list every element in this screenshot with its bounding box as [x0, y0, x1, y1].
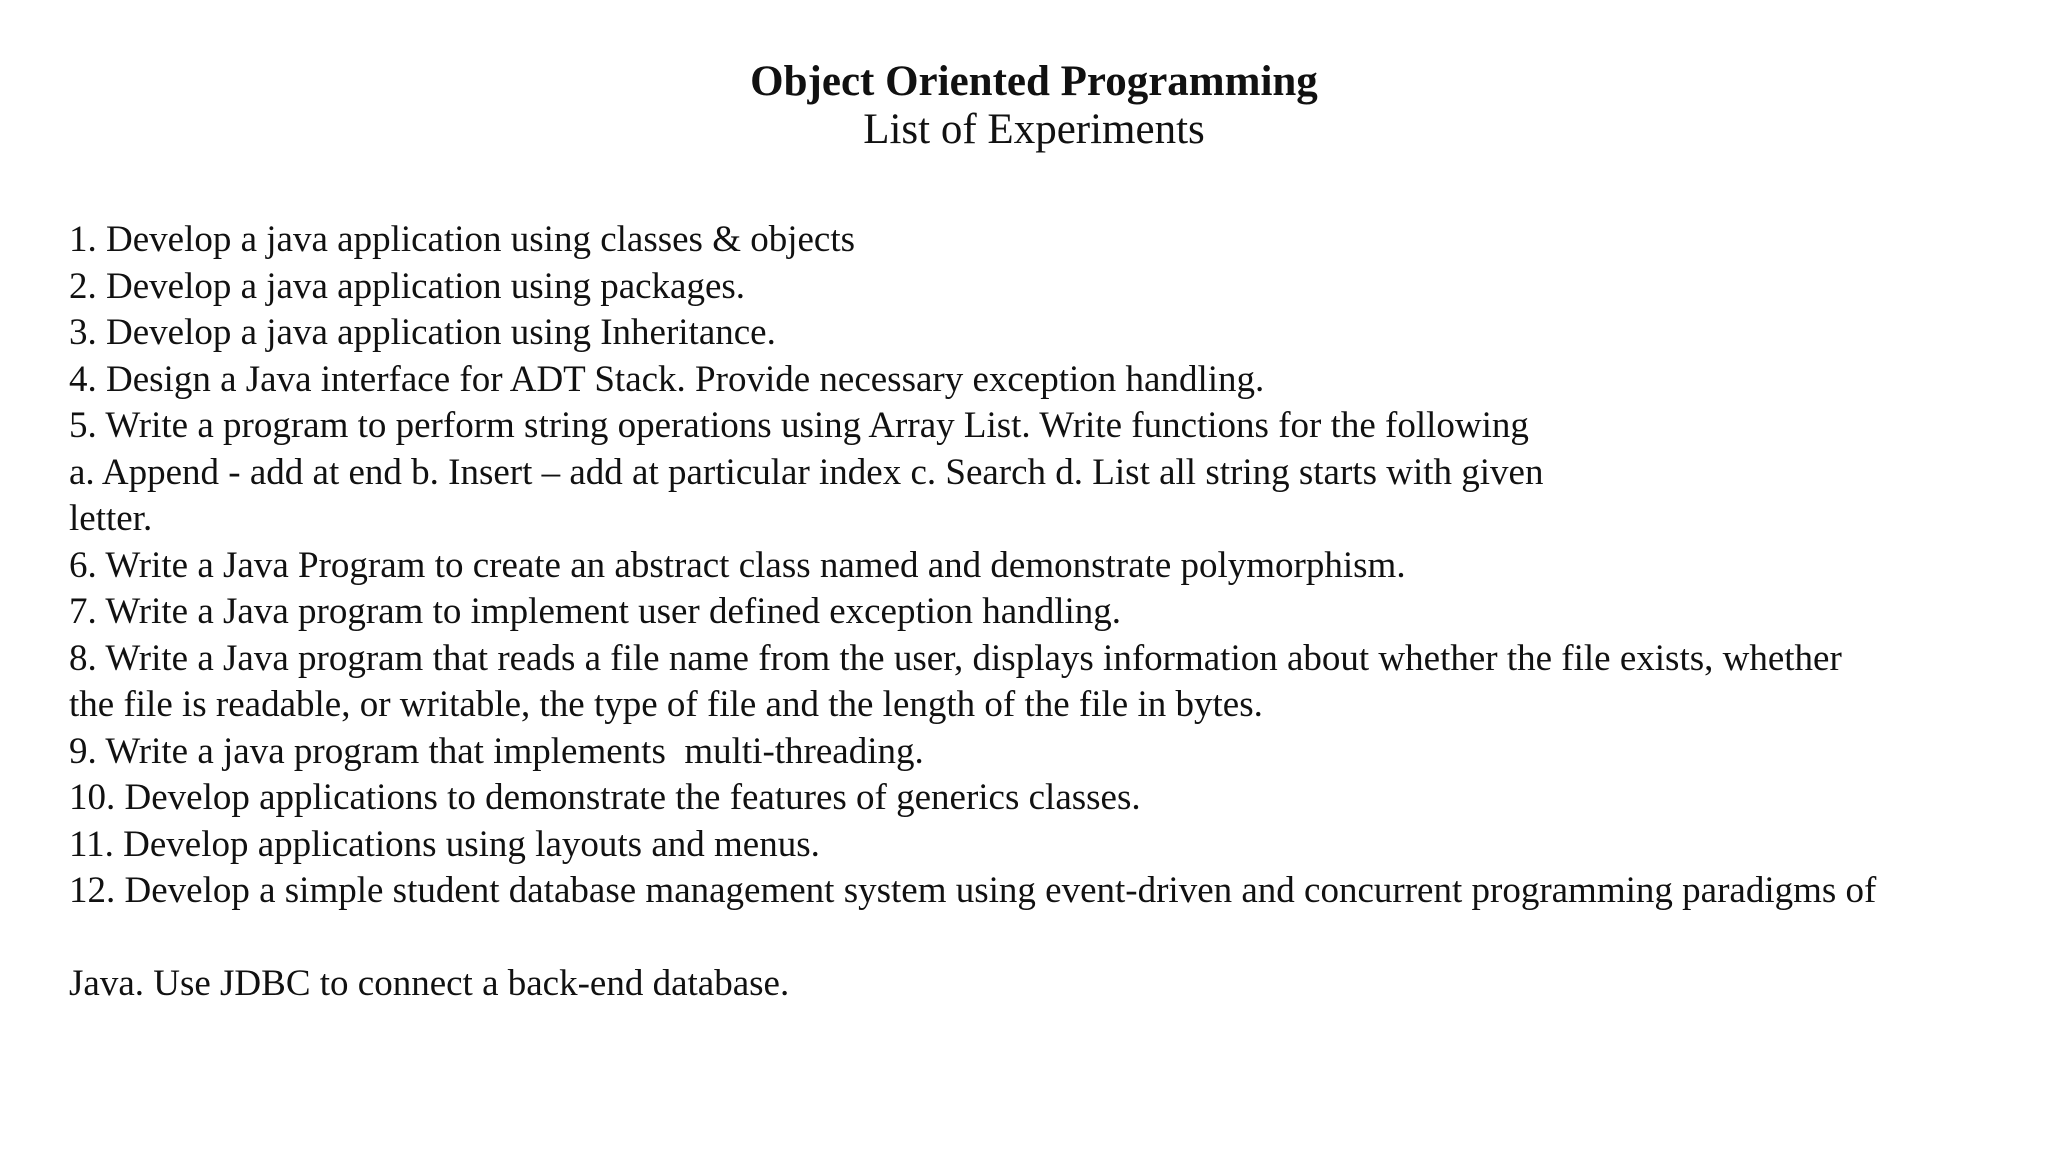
list-item: 11. Develop applications using layouts and menus.: [69, 823, 820, 865]
list-item: 4. Design a Java interface for ADT Stack. Provide necessary exception handling.: [69, 358, 1265, 400]
list-item: 3. Develop a java application using Inheritance.: [69, 312, 776, 353]
list-item: 12. Develop a simple student database management system using event-driven and concurrent programming paradigms of: [69, 870, 1877, 911]
document-header: [0, 58, 2048, 154]
list-item: 1. Develop a java application using classes & objects: [69, 219, 856, 260]
list-item: 6. Write a Java Program to create an abstract class named and demonstrate polymorphism.: [69, 544, 1406, 586]
list-item: 7. Write a Java program to implement user defined exception handling.: [69, 591, 1122, 632]
list-item-continuation: Java. Use JDBC to connect a back-end database.: [69, 963, 790, 1004]
experiment-list: [69, 217, 2029, 1008]
list-item-continuation: the file is readable, or writable, the type of file and the length of the file in bytes.: [69, 684, 1263, 725]
list-item: 10. Develop applications to demonstrate the features of generics classes.: [69, 777, 1141, 818]
list-item-continuation: a. Append - add at end b. Insert – add at particular index c. Search d. List all string starts with given: [69, 451, 1544, 493]
blank-line: [69, 915, 2029, 962]
list-item: 8. Write a Java program that reads a file name from the user, displays information about whether the file exists, whether: [69, 637, 1842, 679]
document-title: Object Oriented Programming: [750, 58, 1318, 105]
list-item: 2. Develop a java application using packages.: [69, 265, 746, 307]
list-item: 9. Write a java program that implements multi-threading.: [69, 730, 924, 772]
list-item-continuation: letter.: [69, 498, 153, 539]
document-subtitle: List of Experiments: [863, 106, 1205, 153]
list-item: 5. Write a program to perform string operations using Array List. Write functions for the following: [69, 405, 1529, 446]
